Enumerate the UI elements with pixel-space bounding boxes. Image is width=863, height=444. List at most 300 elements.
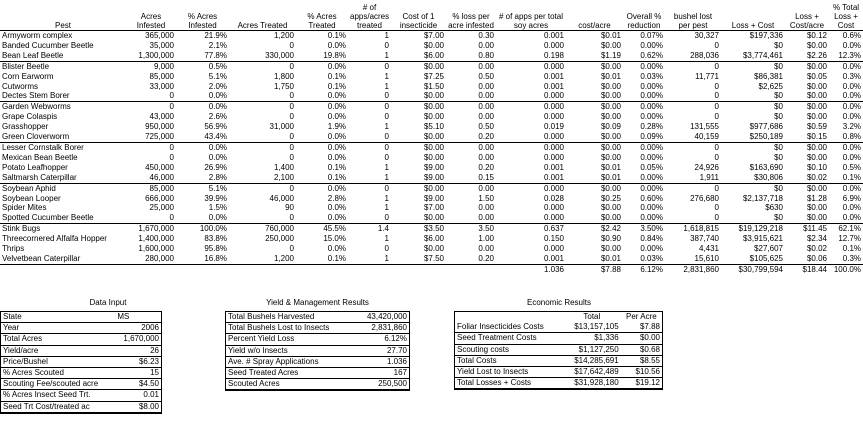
pest-name: Thrips (2, 244, 25, 254)
economic-label: Total Costs (455, 355, 563, 366)
table-cell: 15,610 (694, 253, 719, 263)
table-cell: 0.0% (176, 91, 229, 101)
table-cell: 0.000 (543, 102, 564, 112)
table-row (0, 132, 863, 142)
table-cell: 0.15 (446, 173, 496, 183)
table-cell: $0 (774, 102, 783, 112)
table-row (0, 244, 863, 254)
table-cell: 0.1% (829, 173, 863, 183)
table-cell: 0.84% (640, 234, 663, 244)
table-cell: 0.1% (327, 162, 346, 172)
table-cell: 0.00 (478, 61, 494, 71)
table-cell: 1 (384, 122, 389, 132)
input-row (1, 401, 161, 412)
yield-value: 2,831,860 (355, 323, 409, 334)
table-row (0, 194, 863, 204)
table-cell: 0 (348, 91, 391, 101)
table-cell: 25,000 (149, 203, 174, 213)
economic-per-acre: $19.12 (621, 378, 662, 389)
table-cell: 0 (348, 132, 391, 142)
table-cell: 0 (289, 102, 294, 112)
table-cell: $0.00 (600, 244, 621, 254)
economic-row (455, 322, 662, 333)
total-cell: 2,831,860 (665, 264, 721, 274)
table-cell: 0.00 (478, 102, 494, 112)
table-cell: 56.9% (204, 122, 227, 132)
table-cell: 0.0% (842, 203, 861, 213)
table-row (0, 254, 863, 264)
table-cell: $0.00 (806, 152, 827, 162)
table-cell: 0.001 (543, 81, 564, 91)
table-cell: 0 (714, 203, 719, 213)
table-cell: 43,000 (149, 112, 174, 122)
pest-name: Grape Colaspis (2, 112, 58, 122)
column-header: Pest (0, 0, 126, 31)
table-cell: $2.42 (600, 224, 621, 234)
economic-label: Seed Treatment Costs (455, 333, 563, 344)
column-header: Loss + Cost (721, 0, 785, 31)
table-cell: 0 (714, 183, 719, 193)
pest-name: Grasshopper (2, 122, 49, 132)
table-cell: $0.00 (806, 142, 827, 152)
table-row (0, 72, 863, 82)
table-cell: 0 (169, 152, 174, 162)
economic-label: Yield Lost to Insects (455, 367, 563, 378)
table-cell: 0.30 (478, 31, 494, 40)
table-cell: 2.6% (208, 112, 227, 122)
table-cell: 1 (348, 173, 391, 183)
table-cell: 3.50% (640, 224, 663, 234)
table-cell: $105,625 (749, 253, 783, 263)
table-cell: $7.00 (423, 203, 444, 213)
table-cell: $0.02 (785, 173, 829, 183)
table-cell: 0.0% (327, 61, 346, 71)
table-cell: $0.00 (423, 183, 444, 193)
table-cell: $0 (774, 40, 783, 50)
table-cell: 0.09% (623, 132, 665, 142)
pest-name: Soybean Looper (2, 193, 61, 203)
table-cell: $0.01 (600, 162, 621, 172)
table-cell: $0 (721, 91, 785, 101)
input-value: 0.01 (115, 390, 161, 401)
table-cell: $0 (774, 142, 783, 152)
pest-name: Green Cloverworm (0, 132, 126, 142)
table-cell: 0.00% (623, 91, 665, 101)
table-cell: $0 (721, 213, 785, 223)
table-cell: $0.00 (566, 132, 623, 142)
economic-total: $17,642,489 (563, 367, 621, 378)
table-row (0, 31, 863, 41)
column-header: Acres Treated (229, 0, 296, 31)
column-header: % loss per acre infested (446, 0, 496, 31)
table-cell: 0.019 (543, 122, 564, 132)
table-cell: $7.00 (423, 31, 444, 40)
table-cell: 450,000 (145, 162, 174, 172)
table-cell: 0.0% (829, 91, 863, 101)
table-cell: 0.000 (543, 61, 564, 71)
table-cell: $0.00 (600, 81, 621, 91)
table-cell: 0.00 (478, 183, 494, 193)
table-cell: $6.00 (423, 234, 444, 244)
table-cell: 0 (289, 152, 294, 162)
table-cell: 0.0% (327, 203, 346, 213)
table-cell: 1,400,000 (138, 234, 174, 244)
table-cell: $0.90 (600, 234, 621, 244)
table-cell: $0.02 (806, 244, 827, 254)
input-label: Yield/acre (1, 345, 115, 356)
table-cell: 0.198 (496, 51, 566, 61)
column-header: cost/acre (566, 0, 623, 31)
table-cell: $0.00 (423, 40, 444, 50)
table-cell (229, 264, 296, 274)
economic-total: $13,157,105 (563, 322, 621, 333)
table-cell: 62.1% (838, 224, 861, 234)
column-header: # of apps per total soy acres (496, 0, 566, 31)
table-cell: 0 (289, 244, 294, 254)
input-value: MS (115, 312, 161, 323)
table-cell: $0.00 (423, 244, 444, 254)
pest-name: Velvetbean Caterpillar (2, 253, 81, 263)
table-cell: $0.00 (806, 81, 827, 91)
table-cell: 1 (348, 51, 391, 61)
table-cell: 0.07% (640, 31, 663, 40)
table-cell: 1,200 (273, 31, 294, 40)
yield-value: 250,500 (355, 379, 409, 390)
economic-per-acre: $7.88 (621, 322, 662, 333)
input-row (1, 379, 161, 390)
yield-row (226, 323, 409, 334)
table-cell: $9.00 (423, 162, 444, 172)
table-cell: $0.00 (600, 142, 621, 152)
table-cell: $0 (774, 112, 783, 122)
column-header: % Acres Infested (176, 0, 229, 31)
table-cell: 0.1% (327, 31, 346, 40)
table-cell: 0 (348, 213, 391, 223)
table-cell: $9.00 (423, 193, 444, 203)
table-cell: $0.00 (600, 61, 621, 71)
table-cell: $3,915,621 (742, 234, 783, 244)
input-label: Year (1, 323, 115, 334)
economic-total: $1,127,250 (563, 344, 621, 355)
input-value: 1,670,000 (115, 334, 161, 345)
economic-row (455, 355, 662, 366)
table-cell: $0.00 (785, 91, 829, 101)
table-cell: 1 (384, 71, 389, 81)
table-cell: $0.01 (600, 71, 621, 81)
table-cell: 1,750 (273, 81, 294, 91)
input-row (1, 345, 161, 356)
table-row (0, 41, 863, 51)
table-cell: $1.19 (566, 51, 623, 61)
table-cell: $9.00 (391, 173, 446, 183)
table-cell: $630 (765, 203, 783, 213)
table-cell: 1,200 (273, 253, 294, 263)
table-cell: 0.000 (496, 132, 566, 142)
economic-label: Foliar Insecticides Costs (455, 322, 563, 333)
table-cell: 0.00% (623, 173, 665, 183)
table-cell: 0.0% (842, 102, 861, 112)
table-cell: 0.00% (623, 213, 665, 223)
table-cell: 33,000 (149, 81, 174, 91)
yield-value: 27.70 (355, 345, 409, 356)
table-cell: 0.6% (842, 31, 861, 40)
column-header: Cost of 1 insecticide (391, 0, 446, 31)
table-cell: 0.00% (640, 112, 663, 122)
table-cell: 1 (384, 162, 389, 172)
table-cell: 0 (714, 81, 719, 91)
table-cell: 85,000 (149, 183, 174, 193)
table-cell: 0.00 (446, 213, 496, 223)
table-cell: 0.000 (543, 112, 564, 122)
table-cell: $86,381 (754, 71, 783, 81)
pest-name: Stink Bugs (2, 224, 41, 234)
table-cell: 0.000 (543, 244, 564, 254)
table-cell: 0.0% (327, 142, 346, 152)
table-cell: 0.0% (327, 183, 346, 193)
table-cell: 0.80 (446, 51, 496, 61)
pest-name: Potato Leafhopper (2, 162, 68, 172)
table-cell: $250,189 (721, 132, 785, 142)
pest-name: Banded Cucumber Beetle (2, 40, 94, 50)
table-cell: 0.001 (543, 71, 564, 81)
table-cell: 760,000 (265, 224, 294, 234)
economic-col-per-acre: Per Acre (626, 312, 657, 321)
column-header: Acres Infested (126, 0, 176, 31)
table-cell: 100.0% (199, 224, 227, 234)
table-cell: $0.06 (806, 253, 827, 263)
table-cell: 3.2% (842, 122, 861, 132)
table-cell: 0.0% (842, 152, 861, 162)
table-cell: 0.0% (296, 213, 348, 223)
table-cell: $0.10 (806, 162, 827, 172)
table-cell: $0.59 (806, 122, 827, 132)
yield-row (226, 334, 409, 345)
table-row (0, 102, 863, 112)
yield-results-panel (225, 311, 410, 391)
table-cell: 0.1% (327, 81, 346, 91)
input-label: Price/Bushel (1, 356, 115, 367)
table-cell: 0.0% (208, 142, 227, 152)
table-cell: 0.0% (842, 40, 861, 50)
table-cell: 4,431 (698, 244, 719, 254)
economic-per-acre: $0.68 (621, 344, 662, 355)
input-label: State (1, 312, 115, 323)
data-input-title: Data Input (89, 298, 127, 307)
table-row (0, 61, 863, 71)
table-cell: 0.50 (478, 122, 494, 132)
economic-col-total: Total (583, 312, 601, 321)
table-cell: 0.00 (446, 91, 496, 101)
pest-name: Lesser Cornstalk Borer (2, 142, 84, 152)
table-cell: $0.00 (600, 183, 621, 193)
table-cell: 1 (384, 203, 389, 213)
table-cell: $6.00 (391, 51, 446, 61)
input-label: % Acres Scouted (1, 368, 115, 379)
table-cell: 0.000 (543, 203, 564, 213)
table-cell: 1.4 (377, 224, 389, 234)
pest-name: Corn Earworm (2, 71, 54, 81)
table-cell: 0.0% (208, 152, 227, 162)
table-cell: 0 (169, 142, 174, 152)
table-cell (296, 264, 348, 274)
table-cell: 35,000 (149, 40, 174, 50)
input-row (1, 323, 161, 334)
yield-value: 1.036 (355, 356, 409, 367)
table-cell: 1 (384, 31, 389, 40)
economic-row (455, 344, 662, 355)
table-cell: $5.10 (423, 122, 444, 132)
table-cell: $11.45 (803, 224, 827, 234)
table-cell: 0.000 (496, 91, 566, 101)
table-cell: 1,600,000 (138, 244, 174, 254)
table-cell: $30,806 (721, 173, 785, 183)
table-cell (391, 264, 446, 274)
table-cell: 77.8% (176, 51, 229, 61)
table-cell: $0.00 (566, 91, 623, 101)
table-cell: $0.01 (600, 31, 621, 40)
table-cell: $0.09 (600, 122, 621, 132)
economic-per-acre: $0.00 (621, 333, 662, 344)
input-value: 2006 (115, 323, 161, 334)
table-cell: 0.60% (640, 193, 663, 203)
total-cell: $7.88 (566, 264, 623, 274)
table-cell: 0 (289, 142, 294, 152)
table-cell: 1 (384, 193, 389, 203)
table-cell: 0.0% (208, 102, 227, 112)
table-cell: 0.0% (327, 244, 346, 254)
table-cell: 0.001 (543, 253, 564, 263)
table-cell: 0.00 (478, 203, 494, 213)
pest-name: Threecornered Alfalfa Hopper (2, 234, 107, 244)
table-row (0, 112, 863, 122)
table-cell: $2.26 (785, 51, 829, 61)
table-cell: 0 (289, 61, 294, 71)
table-cell (126, 264, 176, 274)
table-cell: 276,680 (690, 193, 719, 203)
table-cell: 3.50 (478, 224, 494, 234)
column-header: bushel lost per pest (665, 0, 721, 31)
table-cell: $0.00 (391, 213, 446, 223)
table-cell: $197,336 (749, 31, 783, 40)
input-row (1, 390, 161, 401)
table-cell: 2.1% (208, 40, 227, 50)
table-cell: 43.4% (176, 132, 229, 142)
table-cell: 0.5% (208, 61, 227, 71)
input-label: % Acres Insect Seed Trt. (1, 390, 115, 401)
table-cell: 387,740 (690, 234, 719, 244)
table-row (0, 234, 863, 244)
table-cell: $0.00 (600, 40, 621, 50)
table-cell: 0.00 (478, 81, 494, 91)
table-cell: 2,100 (229, 173, 296, 183)
table-row (0, 153, 863, 163)
table-cell: 950,000 (145, 122, 174, 132)
economic-total: $31,928,180 (563, 378, 621, 389)
table-cell: 0.00% (640, 203, 663, 213)
pest-name: Armyworm complex (2, 31, 73, 40)
table-cell: $0.25 (600, 193, 621, 203)
pest-name: Soybean Aphid (2, 183, 56, 193)
table-cell: 1.9% (327, 122, 346, 132)
column-header: Overall % reduction (623, 0, 665, 31)
table-cell: $0.00 (806, 102, 827, 112)
table-cell: 0.001 (543, 31, 564, 40)
table-cell: 0.3% (842, 71, 861, 81)
table-cell: 0.1% (842, 244, 861, 254)
table-cell: $0.01 (600, 253, 621, 263)
table-cell: 0.000 (543, 183, 564, 193)
table-cell: 1 (384, 253, 389, 263)
input-label: Total Acres (1, 334, 115, 345)
economic-total: $14,285,691 (563, 355, 621, 366)
table-row (0, 91, 863, 101)
pest-name: Garden Webworms (2, 102, 71, 112)
table-cell: $0.00 (806, 183, 827, 193)
table-cell: 0.000 (543, 142, 564, 152)
economic-row (455, 378, 662, 389)
table-cell: $0.00 (600, 203, 621, 213)
table-cell: 0.0% (842, 183, 861, 193)
yield-row (226, 345, 409, 356)
input-row (1, 312, 161, 323)
table-cell: 83.8% (204, 234, 227, 244)
table-cell: 0.00% (640, 142, 663, 152)
table-cell: 31,000 (269, 122, 294, 132)
table-cell: 2.0% (208, 81, 227, 91)
table-cell: $0.00 (806, 112, 827, 122)
table-cell: $0.00 (391, 132, 446, 142)
table-cell: 0 (714, 152, 719, 162)
table-row (0, 163, 863, 173)
table-cell: 0 (665, 91, 721, 101)
table-cell: 0 (384, 102, 389, 112)
table-cell: 365,000 (145, 31, 174, 40)
input-value: 26 (115, 345, 161, 356)
table-cell: 0.0% (842, 61, 861, 71)
table-cell: 0 (126, 91, 176, 101)
table-cell: $0.00 (806, 203, 827, 213)
table-cell: 0.00% (640, 183, 663, 193)
table-cell: $0.00 (423, 152, 444, 162)
table-cell: 0.50 (478, 71, 494, 81)
table-cell: 0.001 (543, 162, 564, 172)
economic-row (455, 367, 662, 378)
table-cell: $0.01 (566, 173, 623, 183)
table-cell: $0.05 (806, 71, 827, 81)
table-cell: 46,000 (126, 173, 176, 183)
table-cell: 2.8% (176, 173, 229, 183)
table-row (0, 142, 863, 152)
table-cell: 0.000 (496, 213, 566, 223)
table-cell: $0 (774, 183, 783, 193)
yield-label: Seed Treated Acres (226, 368, 355, 379)
pest-name: Cutworms (2, 81, 39, 91)
table-cell: 0.3% (842, 253, 861, 263)
table-row (0, 183, 863, 193)
input-label: Scouting Fee/scouted acre (1, 379, 115, 390)
yield-results-title: Yield & Management Results (266, 298, 369, 307)
table-cell: 40,159 (665, 132, 721, 142)
table-cell (0, 264, 126, 274)
yield-label: Total Bushels Lost to Insects (226, 323, 355, 334)
economic-results-panel (454, 311, 663, 390)
table-cell: 0 (384, 152, 389, 162)
table-cell: 0.001 (496, 173, 566, 183)
table-cell: 0 (384, 142, 389, 152)
table-cell: 1.00 (478, 234, 494, 244)
total-cell: 6.12% (623, 264, 665, 274)
table-cell: $0.00 (423, 102, 444, 112)
